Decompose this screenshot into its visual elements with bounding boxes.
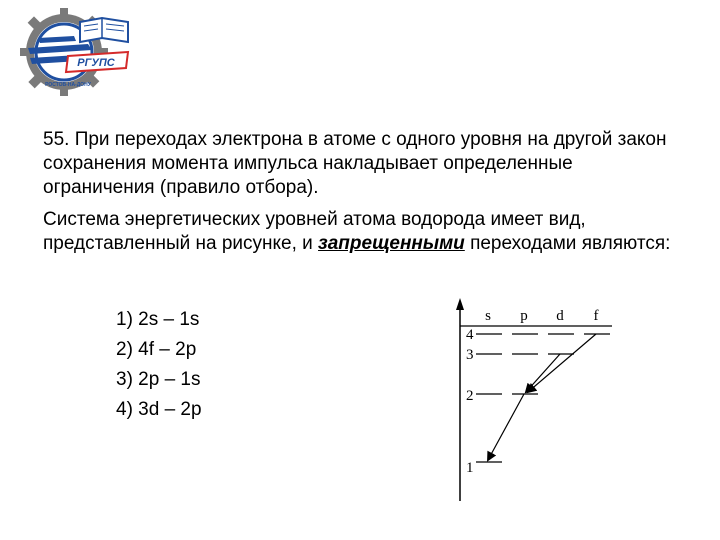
transition-2p-1s <box>488 394 524 460</box>
logo-text: РГУПС <box>77 57 115 69</box>
question-text <box>43 128 683 264</box>
column-label-d: d <box>556 308 564 324</box>
answer-option-2[interactable]: 2) 4f – 2p <box>116 339 197 360</box>
column-label-p: p <box>520 308 528 324</box>
answer-option-1[interactable]: 1) 2s – 1s <box>116 309 200 330</box>
level-label-1: 1 <box>466 460 474 476</box>
answer-option-4[interactable]: 4) 3d – 2p <box>116 399 202 420</box>
answer-option-3[interactable]: 3) 2p – 1s <box>116 369 201 390</box>
column-label-s: s <box>485 308 491 324</box>
level-label-3: 3 <box>466 347 474 363</box>
book-icon <box>80 18 128 42</box>
transition-3d-2p <box>526 354 560 392</box>
question-paragraph-2 <box>43 208 683 256</box>
answer-list <box>116 305 202 425</box>
level-label-2: 2 <box>466 388 474 404</box>
level-label-4: 4 <box>466 327 474 343</box>
forbidden-word: запрещенными <box>318 233 465 254</box>
energy-level-diagram <box>440 296 630 506</box>
logo-ring-text: РОСТОВ-НА-ДОНУ <box>45 82 91 88</box>
question-p2-before: Система энергетических уровней атома водорода имеет вид, представленный на рисунке, и <box>43 209 586 254</box>
question-p2-after: переходами являются: <box>464 233 671 254</box>
axis-arrow-icon <box>456 298 464 310</box>
rgups-logo <box>18 8 130 100</box>
column-label-f: f <box>593 308 599 324</box>
transition-4f-2p <box>528 334 596 392</box>
question-paragraph-1: 55. При переходах электрона в атоме с одного уровня на другой закон сохранения момента импульса накладывает определенные ограничения (правило отбора). <box>43 129 667 198</box>
